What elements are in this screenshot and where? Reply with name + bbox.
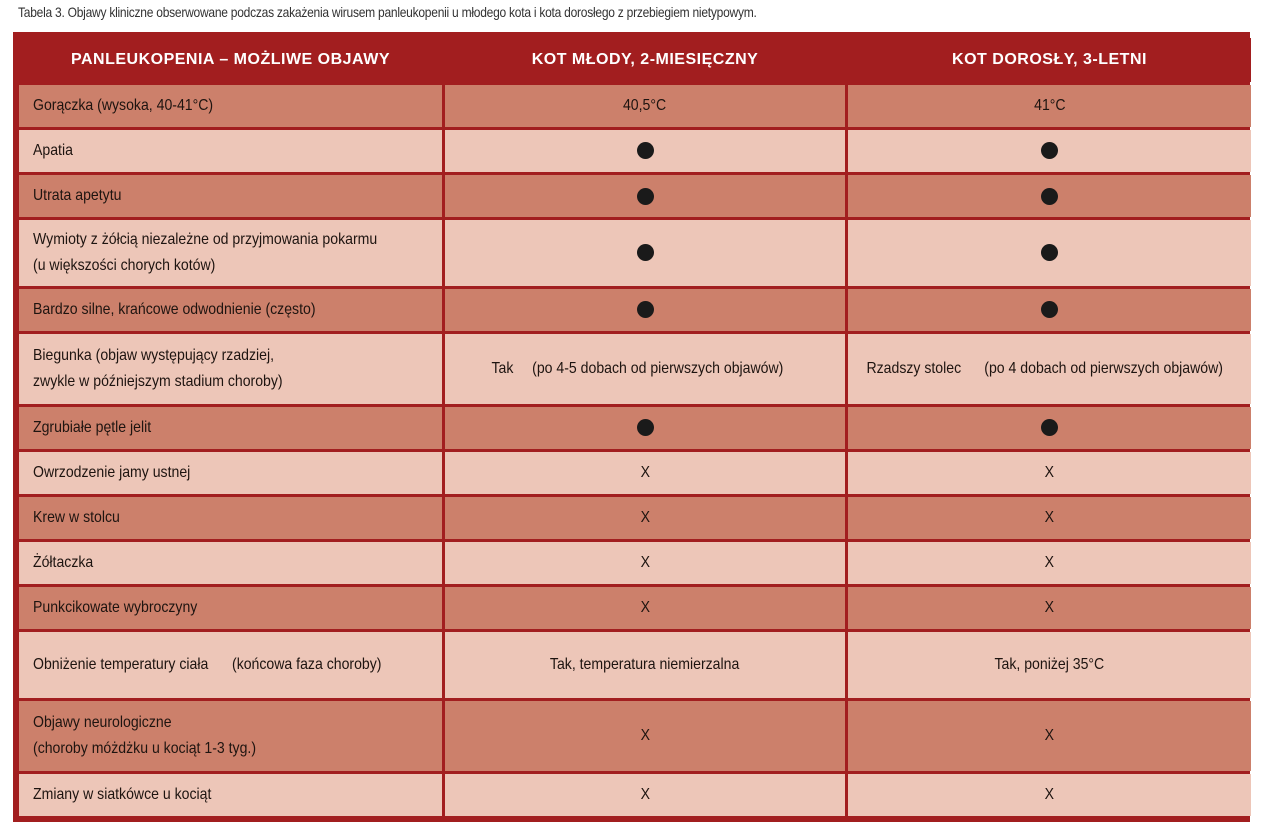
adult-cat-cell [848, 497, 1251, 539]
table-row [19, 175, 1251, 217]
young-cat-cell [445, 632, 845, 697]
adult-cat-cell [848, 130, 1251, 172]
cell-text: (po 4 dobach od pierwszych objawów) [983, 359, 1223, 377]
table-header-row [19, 38, 1251, 82]
cell-text: Rzadszy stolec [866, 359, 962, 377]
table-row [19, 407, 1251, 449]
young-cat-cell [445, 130, 845, 172]
young-cat-cell [445, 175, 845, 217]
absent-mark: X [1044, 599, 1055, 617]
cell-text: 41°C [1033, 97, 1066, 115]
symptom-cell [19, 587, 442, 629]
present-dot-icon [1041, 301, 1058, 318]
absent-mark: X [640, 554, 650, 572]
symptom-text: Owrzodzenie jamy ustnej [33, 463, 191, 481]
young-cat-cell [445, 701, 845, 771]
symptom-cell [19, 542, 442, 584]
symptom-text: Krew w stolcu [33, 509, 120, 527]
absent-mark: X [1044, 509, 1055, 527]
absent-mark: X [640, 599, 650, 617]
cell-text: 40,5°C [623, 97, 667, 115]
adult-cat-cell [848, 175, 1251, 217]
absent-mark: X [1044, 785, 1055, 803]
adult-cat-cell [848, 701, 1251, 771]
adult-cat-cell [848, 289, 1251, 331]
present-dot-icon [637, 419, 654, 436]
table-row [19, 220, 1251, 285]
young-cat-cell [445, 334, 845, 404]
table-row [19, 289, 1251, 331]
young-cat-cell [445, 452, 845, 494]
young-cat-cell [445, 497, 845, 539]
young-cat-cell [445, 220, 845, 285]
symptom-text: Gorączka (wysoka, 40-41°C) [33, 97, 214, 115]
table-row [19, 452, 1251, 494]
symptom-cell [19, 452, 442, 494]
young-cat-cell [445, 587, 845, 629]
symptoms-table [13, 32, 1250, 822]
present-dot-icon [637, 301, 654, 318]
present-dot-icon [637, 244, 654, 261]
young-cat-cell [445, 774, 845, 816]
symptom-cell [19, 632, 442, 697]
present-dot-icon [637, 188, 654, 205]
young-cat-cell [445, 542, 845, 584]
table-row [19, 334, 1251, 404]
symptom-cell [19, 85, 442, 127]
present-dot-icon [1041, 142, 1058, 159]
adult-cat-cell [848, 632, 1251, 697]
adult-cat-cell [848, 587, 1251, 629]
table-row [19, 587, 1251, 629]
symptom-text: Zmiany w siatkówce u kociąt [33, 785, 212, 803]
cell-text: Tak, poniżej 35°C [994, 655, 1105, 673]
table-row [19, 130, 1251, 172]
symptom-text: Apatia [33, 142, 73, 160]
symptom-cell [19, 407, 442, 449]
table-row [19, 497, 1251, 539]
symptom-cell [19, 774, 442, 816]
young-cat-cell [445, 85, 845, 127]
adult-cat-cell [848, 407, 1251, 449]
symptom-cell [19, 289, 442, 331]
symptom-cell [19, 701, 442, 771]
header-young-cat: KOT MŁODY, 2-MIESIĘCZNY [445, 38, 845, 82]
absent-mark: X [1044, 463, 1055, 481]
symptom-text: zwykle w późniejszym stadium choroby) [33, 372, 283, 390]
young-cat-cell [445, 407, 845, 449]
symptom-cell [19, 175, 442, 217]
symptom-cell [19, 130, 442, 172]
symptom-text: Bardzo silne, krańcowe odwodnienie (często) [33, 300, 316, 318]
absent-mark: X [640, 509, 650, 527]
table-row [19, 632, 1251, 697]
symptom-text: (końcowa faza choroby) [232, 655, 382, 673]
table-row [19, 85, 1251, 127]
present-dot-icon [1041, 188, 1058, 205]
header-symptoms: PANLEUKOPENIA – MOŻLIWE OBJAWY [19, 38, 442, 82]
present-dot-icon [637, 142, 654, 159]
table-caption: Tabela 3. Objawy kliniczne obserwowane podczas zakażenia wirusem panleukopenii u młodego kota i kota dorosłego z przebiegiem nietypowym. [18, 4, 757, 20]
adult-cat-cell [848, 334, 1251, 404]
adult-cat-cell [848, 85, 1251, 127]
symptom-text: (u większości chorych kotów) [33, 256, 216, 274]
symptom-text: Zgrubiałe pętle jelit [33, 418, 152, 436]
symptom-text: Objawy neurologiczne [33, 713, 172, 731]
symptom-text: Biegunka (objaw występujący rzadziej, [33, 346, 275, 364]
present-dot-icon [1041, 419, 1058, 436]
symptom-text: Obniżenie temperatury ciała [33, 655, 209, 673]
symptom-cell [19, 220, 442, 285]
symptom-text: Żółtaczka [33, 554, 94, 572]
symptom-text: Wymioty z żółcią niezależne od przyjmowania pokarmu [33, 230, 378, 248]
adult-cat-cell [848, 452, 1251, 494]
table-row [19, 542, 1251, 584]
absent-mark: X [1044, 726, 1055, 744]
adult-cat-cell [848, 542, 1251, 584]
symptom-cell [19, 334, 442, 404]
symptom-text: Punkcikowate wybroczyny [33, 599, 198, 617]
absent-mark: X [640, 463, 650, 481]
symptom-text: Utrata apetytu [33, 187, 122, 205]
adult-cat-cell [848, 774, 1251, 816]
cell-text: (po 4-5 dobach od pierwszych objawów) [531, 359, 784, 377]
adult-cat-cell [848, 220, 1251, 285]
cell-text: Tak [491, 359, 514, 377]
symptom-cell [19, 497, 442, 539]
absent-mark: X [640, 726, 650, 744]
cell-text: Tak, temperatura niemierzalna [550, 655, 740, 673]
present-dot-icon [1041, 244, 1058, 261]
header-adult-cat: KOT DOROSŁY, 3-LETNI [848, 38, 1251, 82]
table-row [19, 701, 1251, 771]
absent-mark: X [1044, 554, 1055, 572]
table-row [19, 774, 1251, 816]
absent-mark: X [640, 785, 650, 803]
young-cat-cell [445, 289, 845, 331]
symptom-text: (choroby móżdżku u kociąt 1-3 tyg.) [33, 739, 257, 757]
